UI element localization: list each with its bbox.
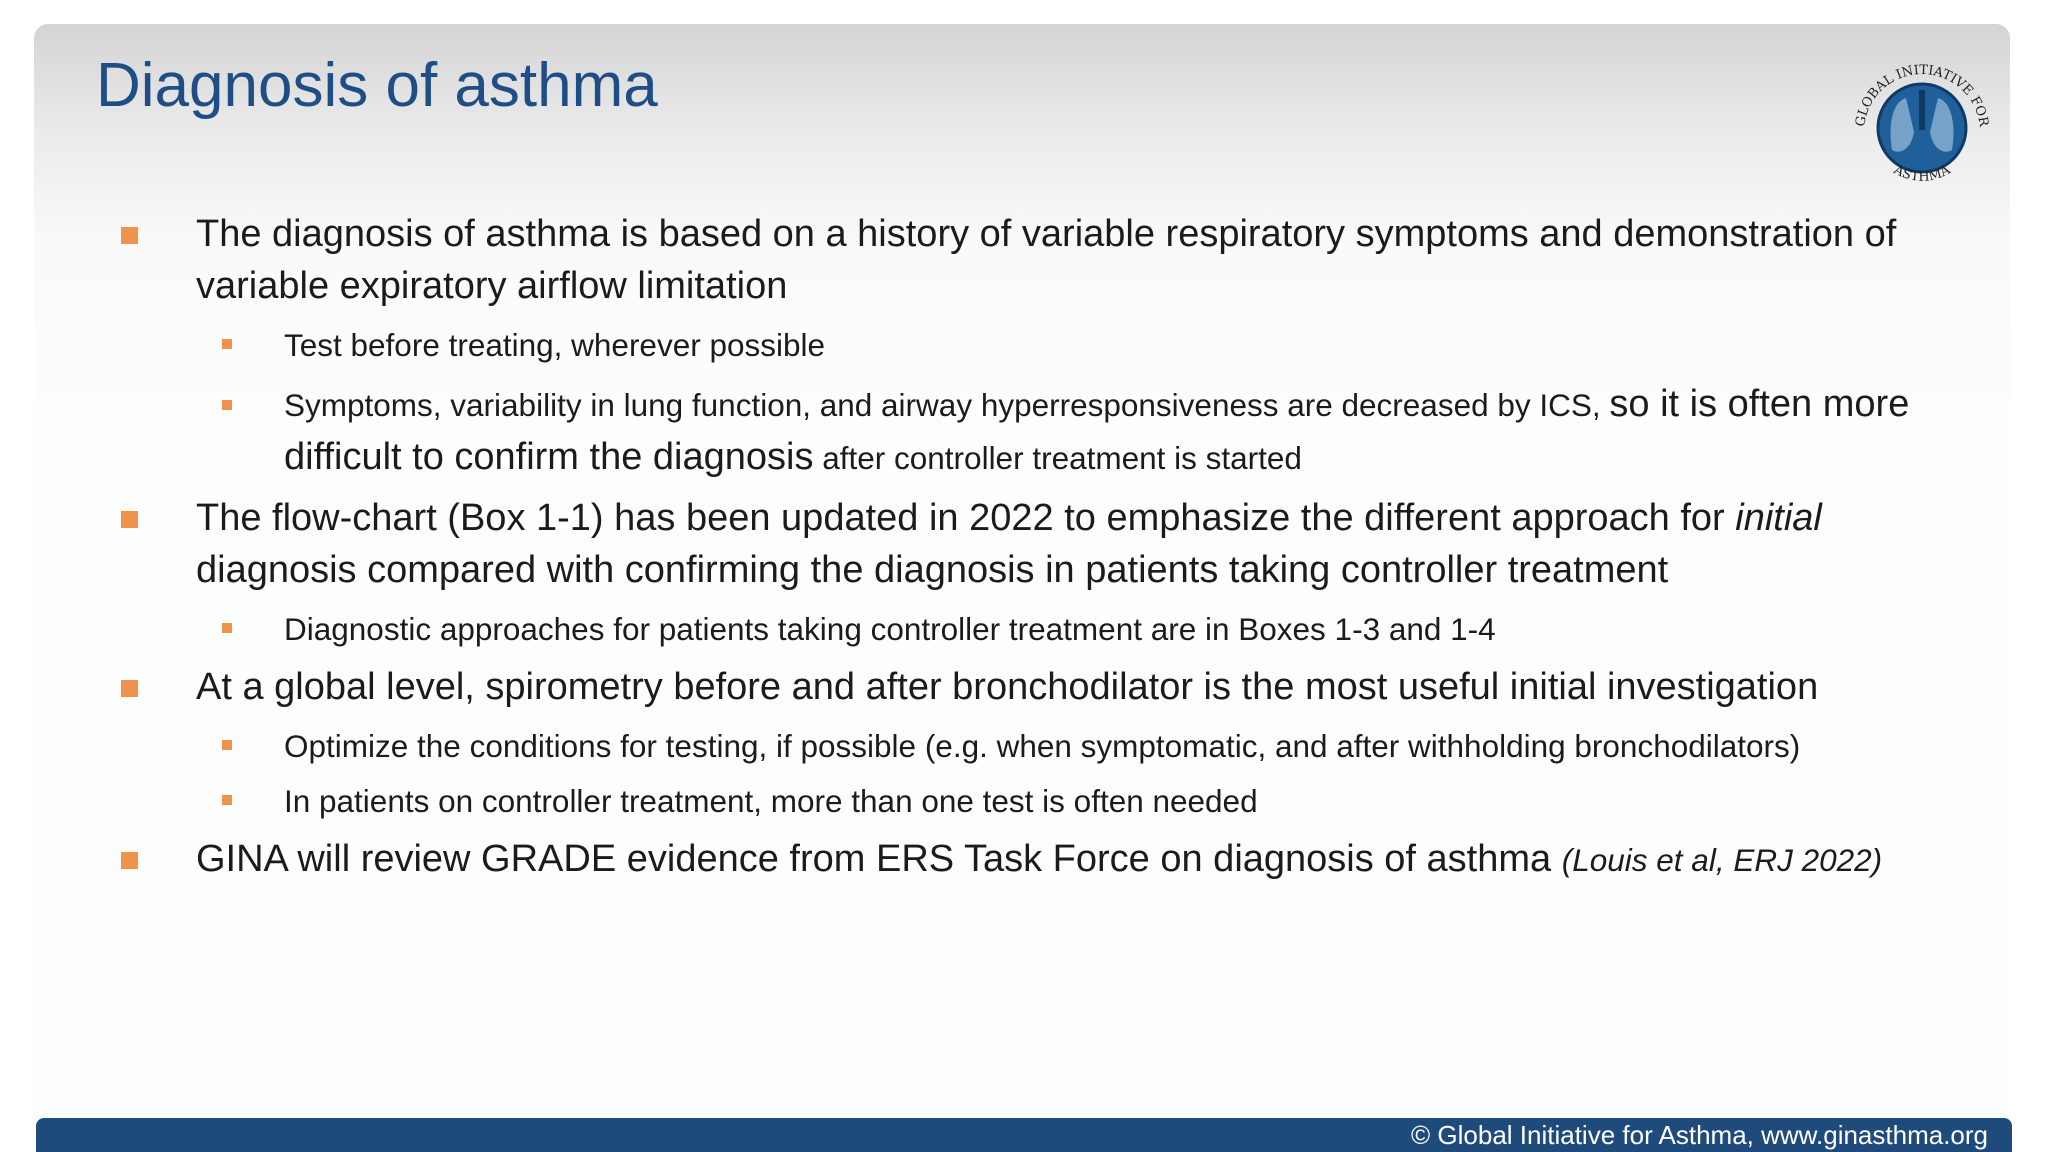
sub-bullet-marker [222,795,232,805]
bullet-1-sub-2-part1: Symptoms, variability in lung function, and airway hyperresponsiveness are decreased by ICS, [284,387,1601,423]
sub-bullet-marker [222,400,232,410]
bullet-marker [121,511,138,528]
bullet-3-text: At a global level, spirometry before and after bronchodilator is the most useful initial investigation [196,666,1819,708]
bullet-1-sub-2-part3: after controller treatment is started [822,440,1302,476]
bullet-2-italic: initial [1735,497,1822,539]
bullet-3-sub-1: Optimize the conditions for testing, if possible (e.g. when symptomatic, and after withholding bronchodilators) [284,728,1801,764]
bullet-marker [121,227,138,244]
slide-title: Diagnosis of asthma [96,51,658,120]
bullet-marker [121,852,138,869]
bullet-2-sub-1: Diagnostic approaches for patients taking controller treatment are in Boxes 1-3 and 1-4 [284,611,1496,647]
bullet-1-text: The diagnosis of asthma is based on a history of variable respiratory symptoms and demonstration of variable expiratory airflow limitation [196,213,1897,307]
bullet-2-text [196,492,1956,596]
bullet-marker [121,680,138,697]
bullet-4-citation: (Louis et al, ERJ 2022) [1561,842,1883,878]
bullet-1-sub-1: Test before treating, wherever possible [284,327,826,363]
bullet-1-sub-2 [284,378,1964,484]
sub-bullet-marker [222,623,232,633]
footer-copyright: © Global Initiative for Asthma, www.ginasthma.org [1411,1120,1988,1150]
logo-text-top: GLOBAL INITIATIVE FOR [1853,62,1991,128]
sub-bullet-marker [222,740,232,750]
bullet-2-part2: diagnosis compared with confirming the diagnosis in patients taking controller treatment [196,549,1669,591]
bullet-3-sub-2: In patients on controller treatment, more than one test is often needed [284,783,1258,819]
sub-bullet-marker [222,339,232,349]
bullet-2-part1: The flow-chart (Box 1-1) has been updated in 2022 to emphasize the different approach for [196,497,1725,539]
footer-bar [36,1118,2012,1152]
bullet-4-text [196,833,1956,886]
bullet-4-main: GINA will review GRADE evidence from ERS Task Force on diagnosis of asthma [196,838,1552,880]
bullet-1-sub-2-part2: so it is often more difficult to confirm the diagnosis [284,383,1910,478]
logo-text-bottom: ASTHMA [1891,162,1953,185]
